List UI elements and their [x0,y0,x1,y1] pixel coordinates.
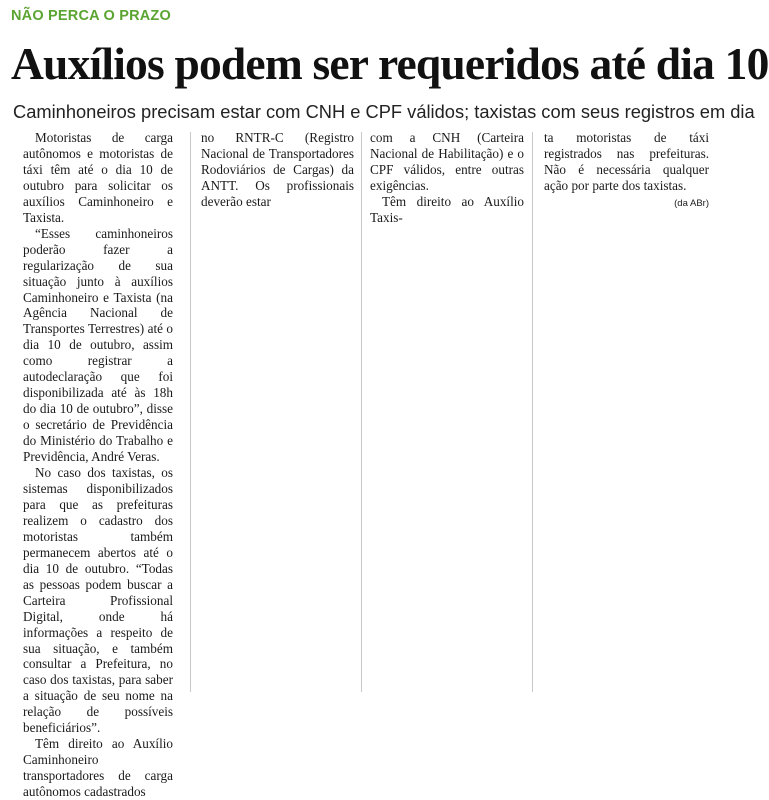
article-column-3 [370,130,524,692]
column-divider [532,132,533,692]
paragraph: Têm direito ao Auxílio Taxis- [370,193,524,225]
subheadline: Caminhoneiros precisam estar com CNH e CPF válidos; taxistas com seus registros em dia [13,101,755,122]
paragraph: No caso dos taxistas, os sistemas disponibilizados para que as prefeituras realizem o cadastro dos motoristas também permanecem abertos até o dia 10 de outubro. “Todas as pessoas podem buscar a Carteira Profissional Digital, onde há informações a respeito de sua situação, e também consultar a Prefeitura, no caso dos taxistas, para saber a situação de seu nome na relação de possíveis beneficiários”. [23,465,173,736]
paragraph: com a CNH (Carteira Nacional de Habilitação) e o CPF válidos, entre outras exigências. [370,130,524,193]
column-divider [190,132,191,692]
paragraph: Motoristas de carga autônomos e motoristas de táxi têm até o dia 10 de outubro para solicitar os auxílios Caminhoneiro e Taxista. [23,130,173,225]
kicker: NÃO PERCA O PRAZO [11,8,171,24]
article-column-1 [23,130,173,800]
paragraph: Têm direito ao Auxílio Caminhoneiro transportadores de carga autônomos cadastrados [23,736,173,800]
article-column-2 [201,130,354,692]
paragraph: “Esses caminhoneiros poderão fazer a regularização de sua situação junto à auxílios Caminhoneiro e Taxista (na Agência Nacional de Transportes Terrestres) até o dia 10 de outubro, assim como registrar a autodeclaração que foi disponibilizada até às 18h do dia 10 de outubro”, disse o secretário de Previdência do Ministério do Trabalho e Previdência, André Veras. [23,225,173,465]
paragraph: no RNTR-C (Registro Nacional de Transportadores Rodoviários de Cargas) da ANTT. Os profissionais deverão estar [201,130,354,209]
headline: Auxílios podem ser requeridos até dia 10 [11,38,769,89]
paragraph: ta motoristas de táxi registrados nas prefeituras. Não é necessária qualquer ação por parte dos taxistas. [544,130,709,193]
column-divider [361,132,362,692]
article-column-4 [544,130,709,692]
source-credit: (da ABr) [674,197,709,209]
